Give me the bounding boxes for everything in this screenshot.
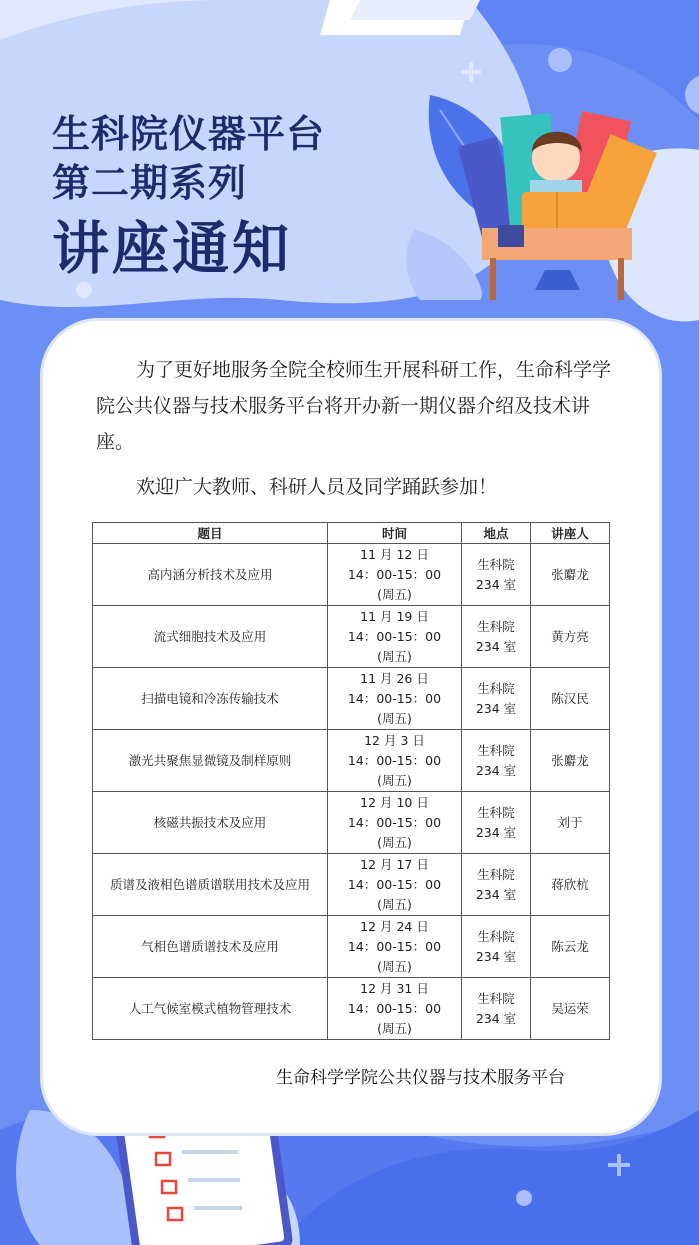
lecture-speaker: 张麝龙 [531,544,610,606]
lecture-schedule-table [92,522,610,1040]
header-speaker: 讲座人 [531,523,610,544]
lecture-time [328,730,462,792]
title-line-1: 生科院仪器平台 [52,112,326,156]
lecture-date: 12 月 17 日 [360,856,429,872]
lecture-weekday: (周五) [377,834,412,850]
table-row [93,854,610,916]
lecture-location [462,916,531,978]
location-building: 生科院 [477,866,515,882]
lecture-location [462,978,531,1040]
lecture-time-range: 14：00-15：00 [347,752,442,768]
location-room: 234 室 [475,762,517,778]
lecture-date: 11 月 12 日 [360,546,429,562]
lecture-weekday: (周五) [377,586,412,602]
lecture-time-range: 14：00-15：00 [347,1000,442,1016]
lecture-time [328,792,462,854]
lecture-topic: 扫描电镜和冷冻传输技术 [93,668,328,730]
location-building: 生科院 [477,928,515,944]
lecture-speaker: 张麝龙 [531,730,610,792]
lecture-date: 11 月 26 日 [360,670,429,686]
lecture-time-range: 14：00-15：00 [347,566,442,582]
lecture-time [328,668,462,730]
location-building: 生科院 [477,742,515,758]
header-location: 地点 [462,523,531,544]
lecture-location [462,730,531,792]
lecture-time [328,978,462,1040]
lecture-weekday: (周五) [377,772,412,788]
location-room: 234 室 [475,886,517,902]
lecture-topic: 高内涵分析技术及应用 [93,544,328,606]
title-line-3: 讲座通知 [52,216,292,282]
lecture-speaker: 吴运荣 [531,978,610,1040]
lecture-location [462,544,531,606]
lecture-speaker: 陈云龙 [531,916,610,978]
lecture-date: 11 月 19 日 [360,608,429,624]
lecture-weekday: (周五) [377,896,412,912]
lecture-topic: 核磁共振技术及应用 [93,792,328,854]
table-row [93,916,610,978]
table-header-row [93,523,610,544]
location-room: 234 室 [475,1010,517,1026]
header-topic: 题目 [93,523,328,544]
lecture-location [462,854,531,916]
lecture-location [462,668,531,730]
table-row [93,792,610,854]
lecture-time-range: 14：00-15：00 [347,938,442,954]
lecture-time-range: 14：00-15：00 [347,628,442,644]
location-room: 234 室 [475,824,517,840]
table-row [93,544,610,606]
location-room: 234 室 [475,576,517,592]
header-time: 时间 [328,523,462,544]
lecture-speaker: 黄方亮 [531,606,610,668]
lecture-topic: 流式细胞技术及应用 [93,606,328,668]
location-building: 生科院 [477,618,515,634]
lecture-location [462,606,531,668]
lecture-topic: 气相色谱质谱技术及应用 [93,916,328,978]
lecture-weekday: (周五) [377,1020,412,1036]
lecture-time-range: 14：00-15：00 [347,876,442,892]
welcome-paragraph: 欢迎广大教师、科研人员及同学踊跃参加！ [136,476,498,498]
lecture-time [328,606,462,668]
lecture-time [328,854,462,916]
lecture-speaker: 刘于 [531,792,610,854]
lecture-location [462,792,531,854]
lecture-weekday: (周五) [377,648,412,664]
location-room: 234 室 [475,700,517,716]
lecture-topic: 质谱及液相色谱质谱联用技术及应用 [93,854,328,916]
location-building: 生科院 [477,990,515,1006]
lecture-date: 12 月 31 日 [360,980,429,996]
lecture-topic: 人工气候室模式植物管理技术 [93,978,328,1040]
lecture-speaker: 蒋欣杭 [531,854,610,916]
location-room: 234 室 [475,638,517,654]
lecture-weekday: (周五) [377,710,412,726]
table-row [93,978,610,1040]
location-building: 生科院 [477,680,515,696]
lecture-speaker: 陈汉民 [531,668,610,730]
lecture-time-range: 14：00-15：00 [347,814,442,830]
location-building: 生科院 [477,804,515,820]
lecture-date: 12 月 3 日 [364,732,425,748]
location-building: 生科院 [477,556,515,572]
table-row [93,730,610,792]
intro-paragraph: 为了更好地服务全院全校师生开展科研工作，生命科学学院公共仪器与技术服务平台将开办新一期仪器介绍及技术讲座。 [96,359,612,453]
table-row [93,606,610,668]
lecture-time-range: 14：00-15：00 [347,690,442,706]
lecture-date: 12 月 24 日 [360,918,429,934]
location-room: 234 室 [475,948,517,964]
lecture-topic: 激光共聚焦显微镜及制样原则 [93,730,328,792]
table-row [93,668,610,730]
lecture-time [328,544,462,606]
lecture-date: 12 月 10 日 [360,794,429,810]
organizer-signature: 生命科学学院公共仪器与技术服务平台 [276,1068,565,1088]
title-line-2: 第二期系列 [52,161,248,205]
lecture-weekday: (周五) [377,958,412,974]
lecture-time [328,916,462,978]
